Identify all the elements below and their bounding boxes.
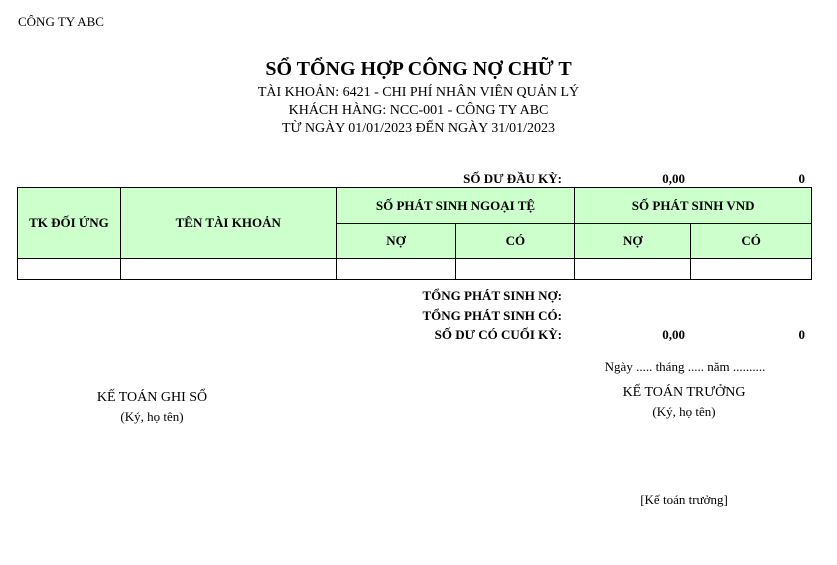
company-name: CÔNG TY ABC [18,14,104,29]
table-cell [691,259,812,280]
report-title: SỔ TỔNG HỢP CÔNG NỢ CHỮ T [265,58,572,80]
table-cell [18,259,121,280]
col-header-vnd-debit: NỢ [575,224,691,259]
col-header-foreign-credit: CÓ [456,224,575,259]
col-header-contra-account: TK ĐỐI ỨNG [18,188,121,259]
table-row [18,259,812,280]
col-header-account-name: TÊN TÀI KHOẢN [120,188,336,259]
table-cell [120,259,336,280]
opening-balance-vnd: 0 [798,171,805,186]
chief-accountant-sign-note: (Ký, họ tên) [652,404,716,419]
closing-balance-foreign: 0,00 [662,327,685,342]
col-header-vnd-group: SỐ PHÁT SINH VND [575,188,812,224]
total-credit-label: TỔNG PHÁT SINH CÓ: [422,308,562,323]
col-header-foreign-debit: NỢ [336,224,456,259]
closing-balance-label: SỐ DƯ CÓ CUỐI KỲ: [434,327,562,342]
closing-balance-vnd: 0 [798,327,805,342]
total-debit-label: TỔNG PHÁT SINH NỢ: [422,288,562,303]
table-cell [575,259,691,280]
customer-line: KHÁCH HÀNG: NCC-001 - CÔNG TY ABC [288,103,549,118]
bookkeeper-title: KẾ TOÁN GHI SỔ [96,390,208,405]
bookkeeper-sign-note: (Ký, họ tên) [120,409,184,424]
chief-accountant-title: KẾ TOÁN TRƯỞNG [622,385,746,400]
date-line: Ngày ..... tháng ..... năm .......... [604,359,766,374]
col-header-vnd-credit: CÓ [691,224,812,259]
period-line: TỪ NGÀY 01/01/2023 ĐẾN NGÀY 31/01/2023 [281,121,556,136]
opening-balance-label: SỐ DƯ ĐẦU KỲ: [463,171,562,186]
table-cell [336,259,456,280]
opening-balance-foreign: 0,00 [662,171,685,186]
account-line: TÀI KHOẢN: 6421 - CHI PHÍ NHÂN VIÊN QUẢN LÝ [257,85,580,100]
ledger-table [17,187,812,280]
chief-accountant-name: [Kế toán trưởng] [640,492,728,507]
col-header-foreign-group: SỐ PHÁT SINH NGOẠI TỆ [336,188,575,224]
table-cell [456,259,575,280]
